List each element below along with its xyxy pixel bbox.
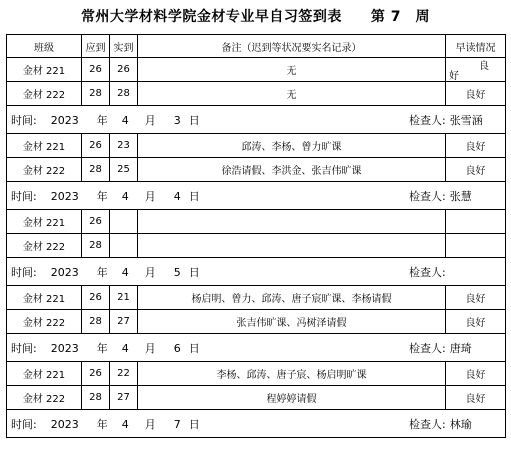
note-cell: 杨启明、曾力、邱涛、唐子宸旷课、李杨请假	[138, 286, 446, 310]
date-month: 4	[121, 417, 129, 431]
reading-cell: 良好	[446, 134, 506, 158]
header-reading: 早读情况	[446, 35, 506, 58]
note-cell: 无	[138, 82, 446, 106]
table-row	[7, 158, 506, 182]
date-cell	[7, 106, 506, 134]
date-year-unit: 年	[96, 341, 108, 355]
table-row	[7, 234, 506, 258]
date-left	[11, 416, 200, 432]
header-note: 备注（迟到等状况要实名记录）	[138, 35, 446, 58]
class-cell: 金材 221	[7, 362, 82, 386]
note-cell: 邱涛、李杨、曾力旷课	[138, 134, 446, 158]
date-label: 时间:	[11, 189, 37, 203]
date-day-unit: 日	[188, 417, 200, 431]
reading-cell: 良好	[446, 386, 506, 410]
date-line	[7, 416, 505, 432]
date-month: 4	[121, 341, 129, 355]
date-month-unit: 月	[144, 417, 156, 431]
checker-name: 林瑜	[449, 417, 472, 431]
date-row	[7, 182, 506, 210]
date-month-unit: 月	[144, 341, 156, 355]
table-row	[7, 82, 506, 106]
class-cell: 金材 221	[7, 286, 82, 310]
actual-cell	[110, 210, 138, 234]
date-year: 2023	[50, 113, 79, 127]
date-month: 4	[121, 265, 129, 279]
date-label: 时间:	[11, 341, 37, 355]
note-cell: 徐浩请假、李洪金、张吉伟旷课	[138, 158, 446, 182]
date-line	[7, 188, 505, 204]
date-day: 6	[173, 341, 181, 355]
class-cell: 金材 222	[7, 158, 82, 182]
header-class: 班级	[7, 35, 82, 58]
checker	[409, 340, 501, 356]
expected-cell: 26	[82, 210, 110, 234]
table-row	[7, 58, 506, 82]
checker	[409, 112, 501, 128]
date-year-unit: 年	[96, 265, 108, 279]
note-cell	[138, 210, 446, 234]
reading-cell: 良好	[446, 158, 506, 182]
date-label: 时间:	[11, 113, 37, 127]
date-day-unit: 日	[188, 189, 200, 203]
date-month: 4	[121, 113, 129, 127]
date-year: 2023	[50, 341, 79, 355]
checker-label: 检查人:	[409, 113, 446, 127]
date-day-unit: 日	[188, 341, 200, 355]
date-left	[11, 112, 200, 128]
date-label: 时间:	[11, 265, 37, 279]
date-left	[11, 188, 200, 204]
checker	[409, 188, 501, 204]
date-cell	[7, 182, 506, 210]
date-cell	[7, 410, 506, 438]
signin-table	[6, 34, 506, 438]
reading-cell: 良好	[446, 310, 506, 334]
expected-cell: 26	[82, 58, 110, 82]
date-year-unit: 年	[96, 417, 108, 431]
actual-cell: 27	[110, 386, 138, 410]
header-actual: 实到	[110, 35, 138, 58]
date-day: 5	[173, 265, 181, 279]
class-cell: 金材 222	[7, 234, 82, 258]
reading-cell: 良好	[446, 362, 506, 386]
actual-cell: 22	[110, 362, 138, 386]
table-row	[7, 386, 506, 410]
date-day: 7	[173, 417, 181, 431]
date-month-unit: 月	[144, 113, 156, 127]
sheet-title: 常州大学材料学院金材专业早自习签到表 第 7 周	[80, 9, 431, 25]
date-year: 2023	[50, 265, 79, 279]
class-cell: 金材 222	[7, 310, 82, 334]
date-row	[7, 410, 506, 438]
class-cell: 金材 221	[7, 134, 82, 158]
date-day-unit: 日	[188, 113, 200, 127]
date-year-unit: 年	[96, 113, 108, 127]
actual-cell: 25	[110, 158, 138, 182]
checker-name: 唐琦	[449, 341, 472, 355]
table-row	[7, 286, 506, 310]
class-cell: 金材 222	[7, 386, 82, 410]
checker-name: 张雪涵	[449, 113, 483, 127]
expected-cell: 28	[82, 386, 110, 410]
header-row	[7, 35, 506, 58]
class-cell: 金材 222	[7, 82, 82, 106]
date-year: 2023	[50, 189, 79, 203]
date-month-unit: 月	[144, 265, 156, 279]
note-cell: 程婷婷请假	[138, 386, 446, 410]
reading-cell: 良好	[446, 286, 506, 310]
date-left	[11, 264, 200, 280]
expected-cell: 26	[82, 286, 110, 310]
date-label: 时间:	[11, 417, 37, 431]
reading-text-a: 良	[479, 61, 489, 72]
date-row	[7, 258, 506, 286]
actual-cell: 26	[110, 58, 138, 82]
note-cell	[138, 234, 446, 258]
header-expected: 应到	[82, 35, 110, 58]
class-cell: 金材 221	[7, 58, 82, 82]
date-cell	[7, 334, 506, 362]
reading-cell	[446, 234, 506, 258]
table-row	[7, 134, 506, 158]
note-cell: 无	[138, 58, 446, 82]
expected-cell: 28	[82, 310, 110, 334]
date-line	[7, 340, 505, 356]
date-cell	[7, 258, 506, 286]
actual-cell: 21	[110, 286, 138, 310]
reading-cell	[446, 58, 506, 82]
table-row	[7, 362, 506, 386]
reading-cell	[446, 210, 506, 234]
expected-cell: 28	[82, 158, 110, 182]
date-year: 2023	[50, 417, 79, 431]
expected-cell: 28	[82, 82, 110, 106]
actual-cell	[110, 234, 138, 258]
expected-cell: 28	[82, 234, 110, 258]
reading-cell: 良好	[446, 82, 506, 106]
checker	[409, 416, 501, 432]
date-day: 4	[173, 189, 181, 203]
expected-cell: 26	[82, 134, 110, 158]
date-row	[7, 106, 506, 134]
expected-cell: 26	[82, 362, 110, 386]
table-row	[7, 210, 506, 234]
actual-cell: 28	[110, 82, 138, 106]
reading-text-b: 好	[449, 71, 459, 82]
date-day: 3	[173, 113, 181, 127]
checker-label: 检查人:	[409, 417, 446, 431]
actual-cell: 27	[110, 310, 138, 334]
date-day-unit: 日	[188, 265, 200, 279]
checker-label: 检查人:	[409, 189, 446, 203]
date-year-unit: 年	[96, 189, 108, 203]
checker	[409, 264, 501, 280]
note-cell: 李杨、邱涛、唐子宸、杨启明旷课	[138, 362, 446, 386]
actual-cell: 23	[110, 134, 138, 158]
date-line	[7, 264, 505, 280]
date-line	[7, 112, 505, 128]
date-month: 4	[121, 189, 129, 203]
checker-name: 张慧	[449, 189, 472, 203]
date-month-unit: 月	[144, 189, 156, 203]
date-row	[7, 334, 506, 362]
date-left	[11, 340, 200, 356]
checker-label: 检查人:	[409, 265, 446, 279]
note-cell: 张吉伟旷课、冯树泽请假	[138, 310, 446, 334]
class-cell: 金材 221	[7, 210, 82, 234]
checker-label: 检查人:	[409, 341, 446, 355]
table-row	[7, 310, 506, 334]
